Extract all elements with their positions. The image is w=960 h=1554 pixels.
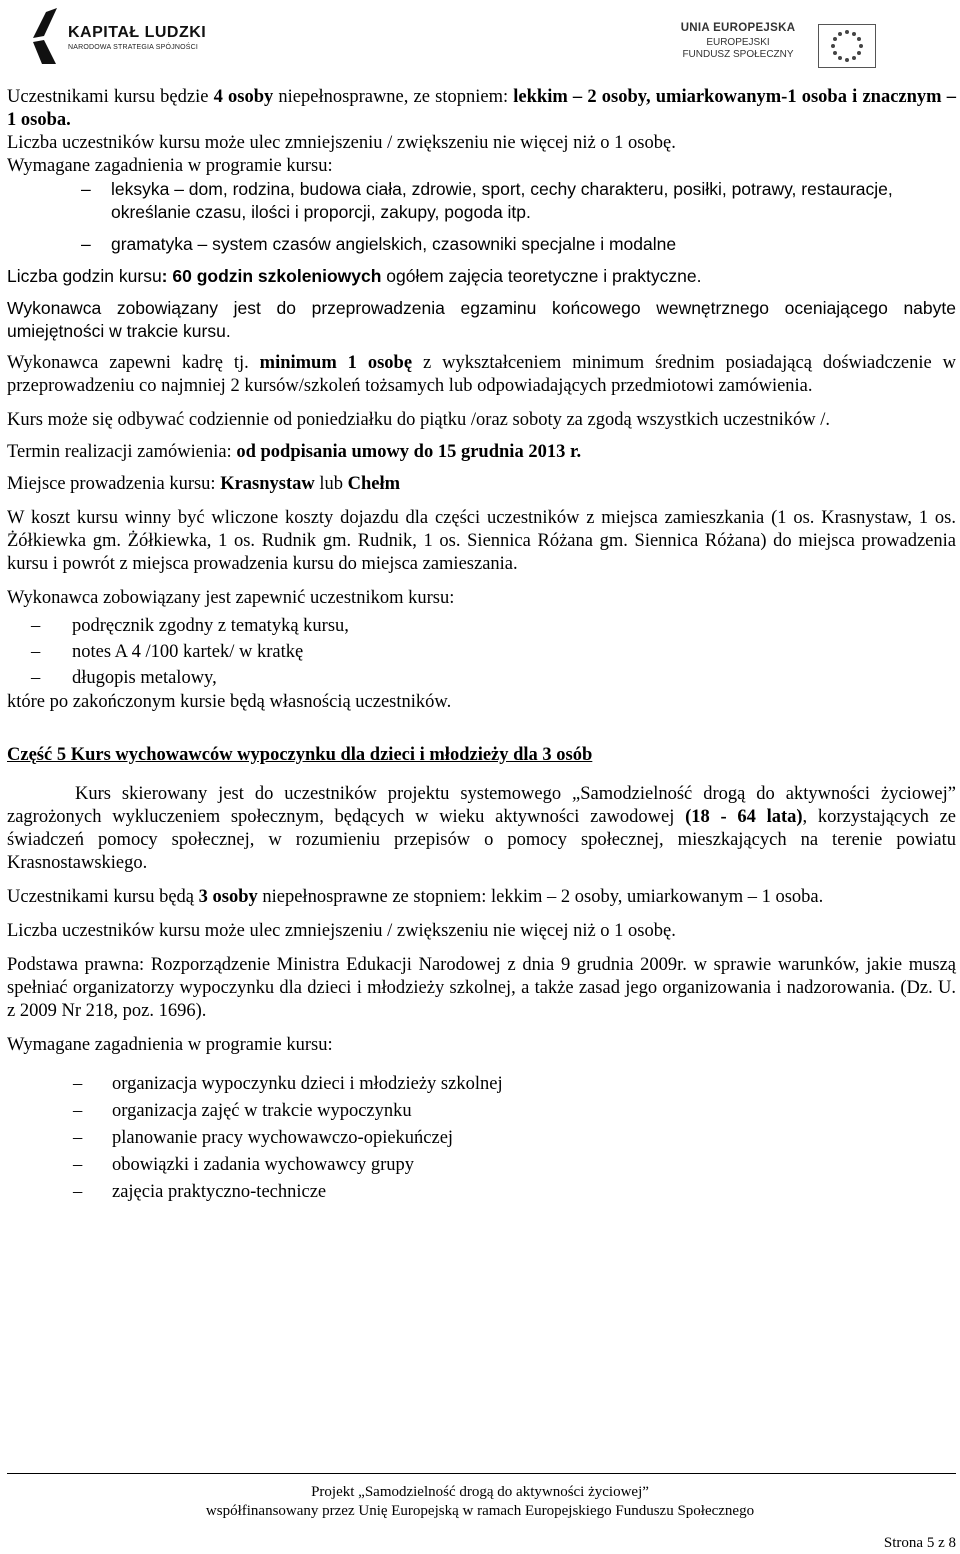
paragraph-materials-intro: Wykonawca zobowiązany jest zapewnić uczestnikom kursu: [7,588,455,608]
bold-text: Krasnystaw [220,474,315,494]
dash-bullet: – [31,668,41,688]
list-item [7,1152,956,1179]
bold-text: od podpisania umowy do 15 grudnia 2013 r. [236,442,582,462]
paragraph-exam: Wykonawca zobowiązany jest do przeprowadzenia egzaminu końcowego wewnętrznego oceniającego nabyte umiejętności w trakcie kursu. [7,298,956,341]
logo-subtitle: NARODOWA STRATEGIA SPÓJNOŚCI [68,44,199,51]
text: lub [314,474,348,494]
paragraph-travel-costs: W koszt kursu winny być wliczone koszty dojazdu dla części uczestników z miejsca zamieszkania (1 os. Krasnystaw, 1 os. Żółkiewka gm. Żółkiewka, 1 os. Rudnik gm. Rudnik, 1 os. Siennica Różana gm. Siennica Różana) do miejsca prowadzenia kursu i powrót z miejsca prowadzenia kursu do miejsca zamieszania. [7,508,956,574]
paragraph-participant-change-2: Liczba uczestników kursu może ulec zmniejszeniu / zwiększeniu nie więcej niż o 1 osobę. [7,921,676,941]
list-item-text: notes A 4 /100 kartek/ w kratkę [72,642,304,662]
text: Miejsce prowadzenia kursu: [7,474,221,494]
list-item-text: długopis metalowy, [72,668,217,688]
text: niepełnosprawne ze stopniem: lekkim – 2 osoby, umiarkowanym – 1 osoba. [257,887,824,907]
paragraph-materials-ownership: które po zakończonym kursie będą własnością uczestników. [7,692,452,712]
list-item-text: podręcznik zgodny z tematyką kursu, [72,616,349,636]
dash-bullet: – [81,179,91,199]
text: Liczba godzin kursu [7,266,162,286]
paragraph-staff [7,352,956,398]
paragraph-deadline [7,441,956,464]
paragraph-schedule: Kurs może się odbywać codziennie od poniedziałku do piątku /oraz soboty za zgodą wszystkich uczestników /. [7,410,831,430]
eu-logo-line1: UNIA EUROPEJSKA [680,22,796,34]
page-footer [0,1483,960,1521]
document-body [7,86,956,1206]
paragraph-participant-change: Liczba uczestników kursu może ulec zmniejszeniu / zwiększeniu nie więcej niż o 1 osobę. [7,133,676,153]
paragraph-legal-basis: Podstawa prawna: Rozporządzenie Ministra Edukacji Narodowej z dnia 9 grudnia 2009r. w sprawie warunków, jakie muszą spełniać organizatorzy wypoczynku dla dzieci i młodzieży szkolnej, a także zasad jego organizowania i nadzorowania. (Dz. U. z 2009 Nr 218, poz. 1696). [7,955,956,1021]
section-heading: Część 5 Kurs wychowawców wypoczynku dla dzieci i młodzieży dla 3 osób [7,745,593,765]
text: Termin realizacji zamówienia: [7,442,237,462]
list-item-text: gramatyka – system czasów angielskich, czasowniki specjalne i modalne [111,234,677,254]
kapital-ludzki-emblem-icon [30,6,60,66]
logo-name: KAPITAŁ LUDZKI [68,24,207,41]
bold-text: (18 - 64 lata) [685,807,803,827]
dash-bullet: – [73,1101,83,1121]
text: niepełnosprawne, ze stopniem: [273,87,514,107]
dash-bullet: – [73,1182,83,1202]
text: ogółem zajęcia teoretyczne i praktyczne. [381,266,702,286]
page-number: Strona 5 z 8 [883,1535,956,1551]
list-item [7,1098,956,1125]
bold-text: Chełm [347,474,401,494]
dash-bullet: – [31,616,41,636]
paragraph-hours [7,265,956,288]
text: z wykształceniem minimum średnim posiadającą doświadczenie w przeprowadzeniu co najmniej 2 kursów/szkoleń tożsamych lub odpowiadających przedmiotowi zamówienia. [7,353,957,396]
dash-bullet: – [73,1155,83,1175]
list-item-text: planowanie pracy wychowawczo-opiekuńczej [112,1128,454,1148]
list-item [7,1179,956,1206]
materials-list [7,613,956,691]
text: , korzystających ze świadczeń pomocy społecznej, w rozumieniu przepisów o pomocy społecznej, mieszkających na terenie powiatu Krasnostawskiego. [7,807,956,873]
footer-project-line: Projekt „Samodzielność drogą do aktywności życiowej” [311,1484,649,1500]
list-item-text: leksyka – dom, rodzina, budowa ciała, zdrowie, sport, cechy charakteru, posiłki, potrawy, restauracje, określanie czasu, ilości i proporcji, zakupy, pogoda itp. [111,179,893,222]
list-item-text: organizacja wypoczynku dzieci i młodzieży szkolnej [112,1074,503,1094]
text: Uczestnikami kursu będą [7,887,199,907]
eu-logo-line2: EUROPEJSKI [706,37,770,48]
text: Uczestnikami kursu będzie [7,87,214,107]
list-item [7,613,956,639]
bold-text: 3 osoby [198,887,258,907]
bold-text: lekkim – 2 osoby, umiarkowanym-1 osoba i znacznym – 1 osoba. [7,87,956,130]
eu-flag-icon [818,24,876,68]
list-item [7,639,956,665]
list-item [7,178,956,224]
dash-bullet: – [73,1074,83,1094]
list-item [7,1071,956,1098]
paragraph-course-target [7,783,956,875]
paragraph-participants-2 [7,886,956,909]
list-item-text: organizacja zajęć w trakcie wypoczynku [112,1101,412,1121]
dash-bullet: – [73,1128,83,1148]
page-header [0,0,960,80]
bold-text: : 60 godzin szkoleniowych [161,266,382,286]
list-item-text: obowiązki i zadania wychowawcy grupy [112,1155,415,1175]
list-item [7,233,956,256]
text: Wykonawca zapewni kadrę tj. [7,353,260,373]
paragraph-required-topics-2: Wymagane zagadnienia w programie kursu: [7,1035,333,1055]
footer-funding-line: współfinansowany przez Unię Europejską w ramach Europejskiego Funduszu Społecznego [205,1503,755,1519]
dash-bullet: – [31,642,41,662]
bold-text: 4 osoby [213,87,274,107]
eu-logo [668,22,930,70]
topics-list [7,178,956,256]
list-item-text: zajęcia praktyczno-technicze [112,1182,327,1202]
paragraph-required-topics: Wymagane zagadnienia w programie kursu: [7,156,333,176]
eu-logo-text [668,22,808,60]
list-item [7,1125,956,1152]
eu-logo-line3: FUNDUSZ SPOŁECZNY [682,49,794,60]
paragraph-location [7,473,956,496]
topics-list-2 [7,1071,956,1206]
text: Kurs skierowany jest do uczestników projektu systemowego „Samodzielność drogą do aktywności życiowej” zagrożonych wykluczeniem społecznym, będących w wieku aktywności zawodowej [7,784,956,827]
kapital-ludzki-logo [30,6,207,66]
paragraph-participants [7,86,956,132]
bold-text: minimum 1 osobę [259,353,413,373]
list-item [7,665,956,691]
footer-divider [7,1473,956,1474]
dash-bullet: – [81,234,91,254]
